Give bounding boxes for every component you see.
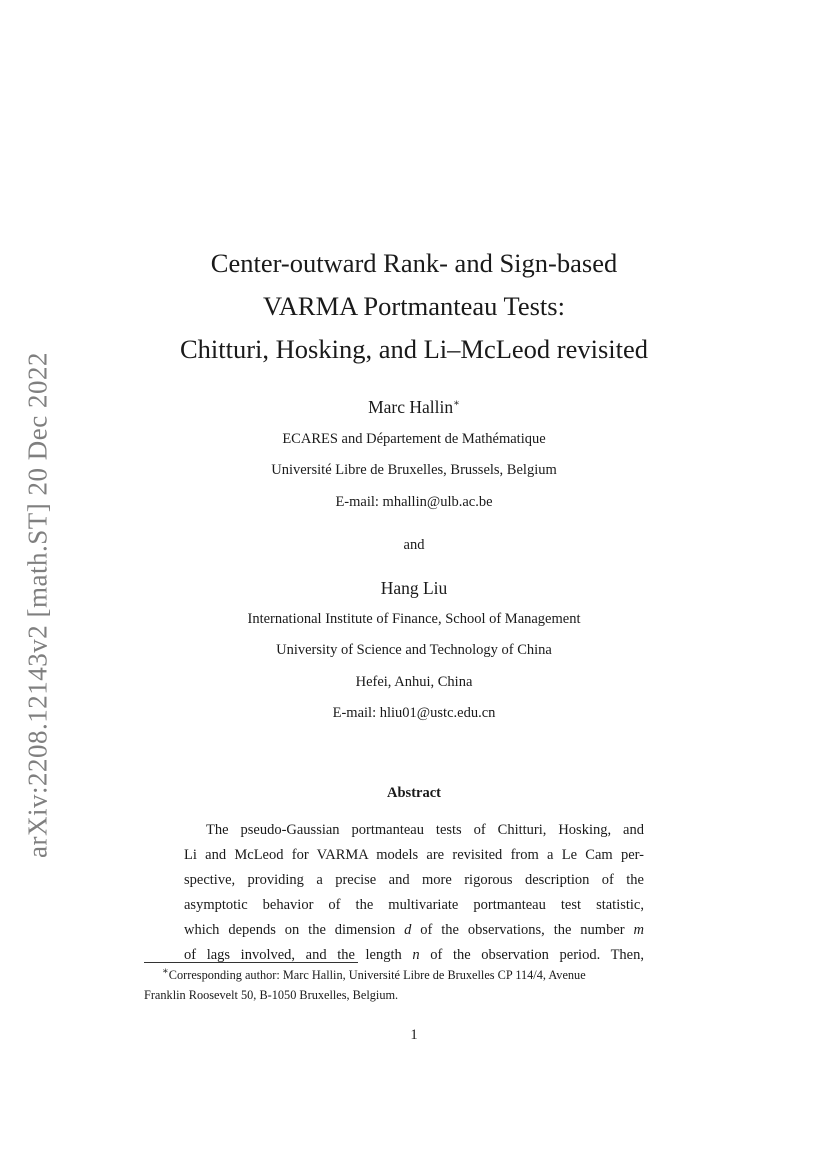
math-variable-n: n — [412, 947, 420, 963]
footnote-line-1 — [144, 965, 684, 985]
author2-affiliation-3: Hefei, Anhui, China — [355, 674, 473, 690]
title-line-2: VARMA Portmanteau Tests: — [263, 291, 565, 321]
footnote-mark: ∗ — [162, 965, 169, 977]
author2-affiliation-2: University of Science and Technology of China — [276, 642, 552, 658]
abstract-text: which depends on the dimension — [184, 922, 405, 938]
abstract-body — [184, 818, 644, 968]
abstract-line: spective, providing a precise and more rigorous description of the — [184, 872, 644, 888]
title-line-1: Center-outward Rank- and Sign-based — [210, 248, 618, 278]
footnote — [144, 965, 684, 1005]
paper-title — [0, 242, 828, 371]
author1-affiliation-1: ECARES and Département de Mathématique — [282, 431, 546, 447]
and-separator: and — [403, 537, 425, 553]
abstract-text: of lags involved, and the length — [184, 947, 413, 963]
author2-affiliation-1: International Institute of Finance, School of Management — [247, 611, 581, 627]
abstract-heading: Abstract — [387, 785, 441, 801]
author1-name: Marc Hallin — [368, 397, 454, 417]
page-number: 1 — [410, 1027, 418, 1043]
math-variable-m: m — [633, 922, 644, 938]
author1-affiliation-2: Université Libre de Bruxelles, Brussels, Belgium — [271, 462, 557, 478]
abstract-line — [184, 918, 644, 943]
abstract-line: The pseudo-Gaussian portmanteau tests of Chitturi, Hosking, and — [206, 822, 644, 838]
author1-name-line — [0, 397, 828, 418]
author2-name: Hang Liu — [380, 578, 448, 598]
abstract-text: of the observation period. Then, — [419, 947, 644, 963]
abstract-text: of the observations, the number — [411, 922, 634, 938]
abstract-line: Li and McLeod for VARMA models are revisited from a Le Cam per- — [184, 847, 644, 863]
author1-footnote-mark: ∗ — [453, 398, 460, 410]
arxiv-identifier-stamp: arXiv:2208.12143v2 [math.ST] 20 Dec 2022 — [22, 352, 53, 858]
math-variable-d: d — [404, 922, 412, 938]
footnote-line-2: Franklin Roosevelt 50, B-1050 Bruxelles, Belgium. — [144, 988, 399, 1002]
abstract-line: asymptotic behavior of the multivariate portmanteau test statistic, — [184, 897, 644, 913]
title-line-3: Chitturi, Hosking, and Li–McLeod revisited — [179, 334, 649, 364]
author1-email: E-mail: mhallin@ulb.ac.be — [335, 494, 493, 510]
footnote-rule — [144, 962, 358, 963]
author2-email: E-mail: hliu01@ustc.edu.cn — [332, 705, 496, 721]
footnote-text: Corresponding author: Marc Hallin, Université Libre de Bruxelles CP 114/4, Avenue — [168, 968, 586, 982]
